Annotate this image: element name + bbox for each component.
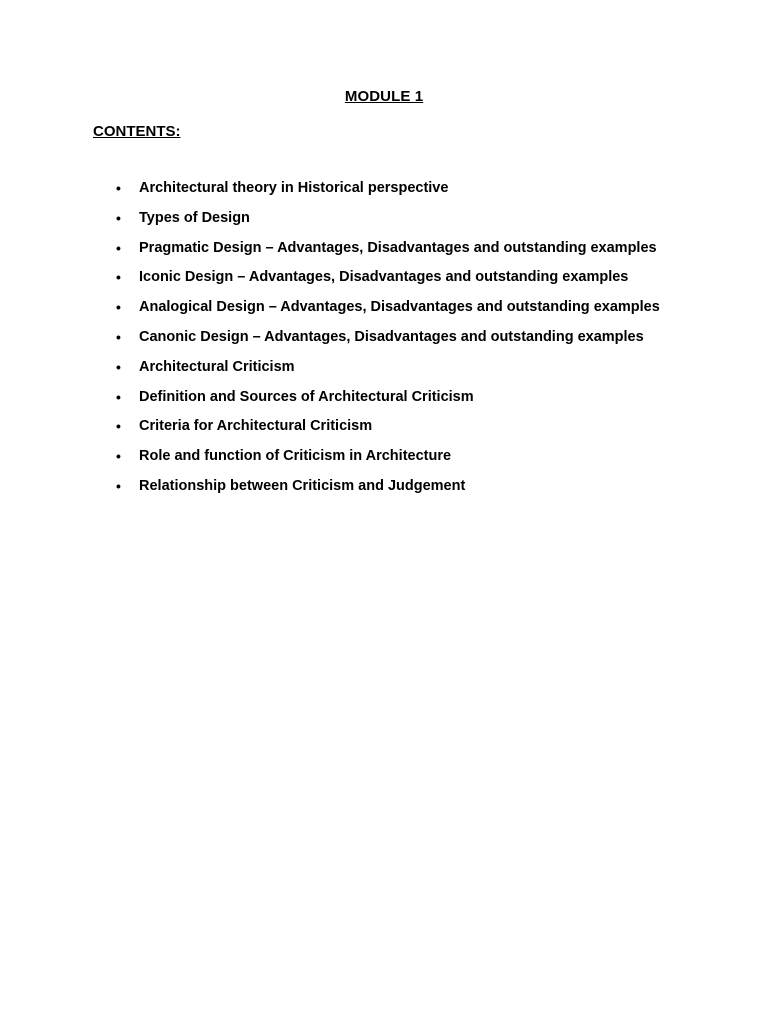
bullet-icon: • (116, 328, 121, 345)
contents-list (0, 176, 768, 504)
bullet-icon: • (116, 477, 121, 494)
list-item (0, 176, 768, 206)
contents-heading: CONTENTS: (93, 123, 181, 140)
list-item (0, 474, 768, 504)
list-item-text: Iconic Design – Advantages, Disadvantages and outstanding examples (139, 269, 629, 286)
list-item-text: Criteria for Architectural Criticism (139, 418, 373, 435)
bullet-icon: • (116, 209, 121, 226)
bullet-icon: • (116, 239, 121, 256)
list-item-text: Analogical Design – Advantages, Disadvantages and outstanding examples (139, 299, 660, 316)
bullet-icon: • (116, 418, 121, 435)
bullet-icon: • (116, 448, 121, 465)
list-item (0, 325, 768, 355)
list-item (0, 444, 768, 474)
list-item (0, 414, 768, 444)
bullet-icon: • (116, 269, 121, 286)
list-item-text: Architectural Criticism (139, 358, 295, 375)
list-item (0, 355, 768, 385)
list-item-text: Types of Design (139, 209, 250, 226)
list-item-text: Relationship between Criticism and Judgement (139, 477, 466, 494)
list-item (0, 236, 768, 266)
bullet-icon: • (116, 299, 121, 316)
list-item (0, 265, 768, 295)
list-item-text: Architectural theory in Historical perspective (139, 180, 449, 196)
bullet-icon: • (116, 180, 121, 196)
list-item-text: Canonic Design – Advantages, Disadvantages and outstanding examples (139, 328, 644, 345)
list-item-text: Role and function of Criticism in Architecture (139, 448, 452, 465)
bullet-icon: • (116, 358, 121, 375)
list-item (0, 295, 768, 325)
list-item (0, 206, 768, 236)
bullet-icon: • (116, 388, 121, 405)
list-item-text: Definition and Sources of Architectural Criticism (139, 388, 474, 405)
list-item (0, 385, 768, 415)
module-title: MODULE 1 (344, 88, 424, 105)
list-item-text: Pragmatic Design – Advantages, Disadvantages and outstanding examples (139, 239, 657, 256)
